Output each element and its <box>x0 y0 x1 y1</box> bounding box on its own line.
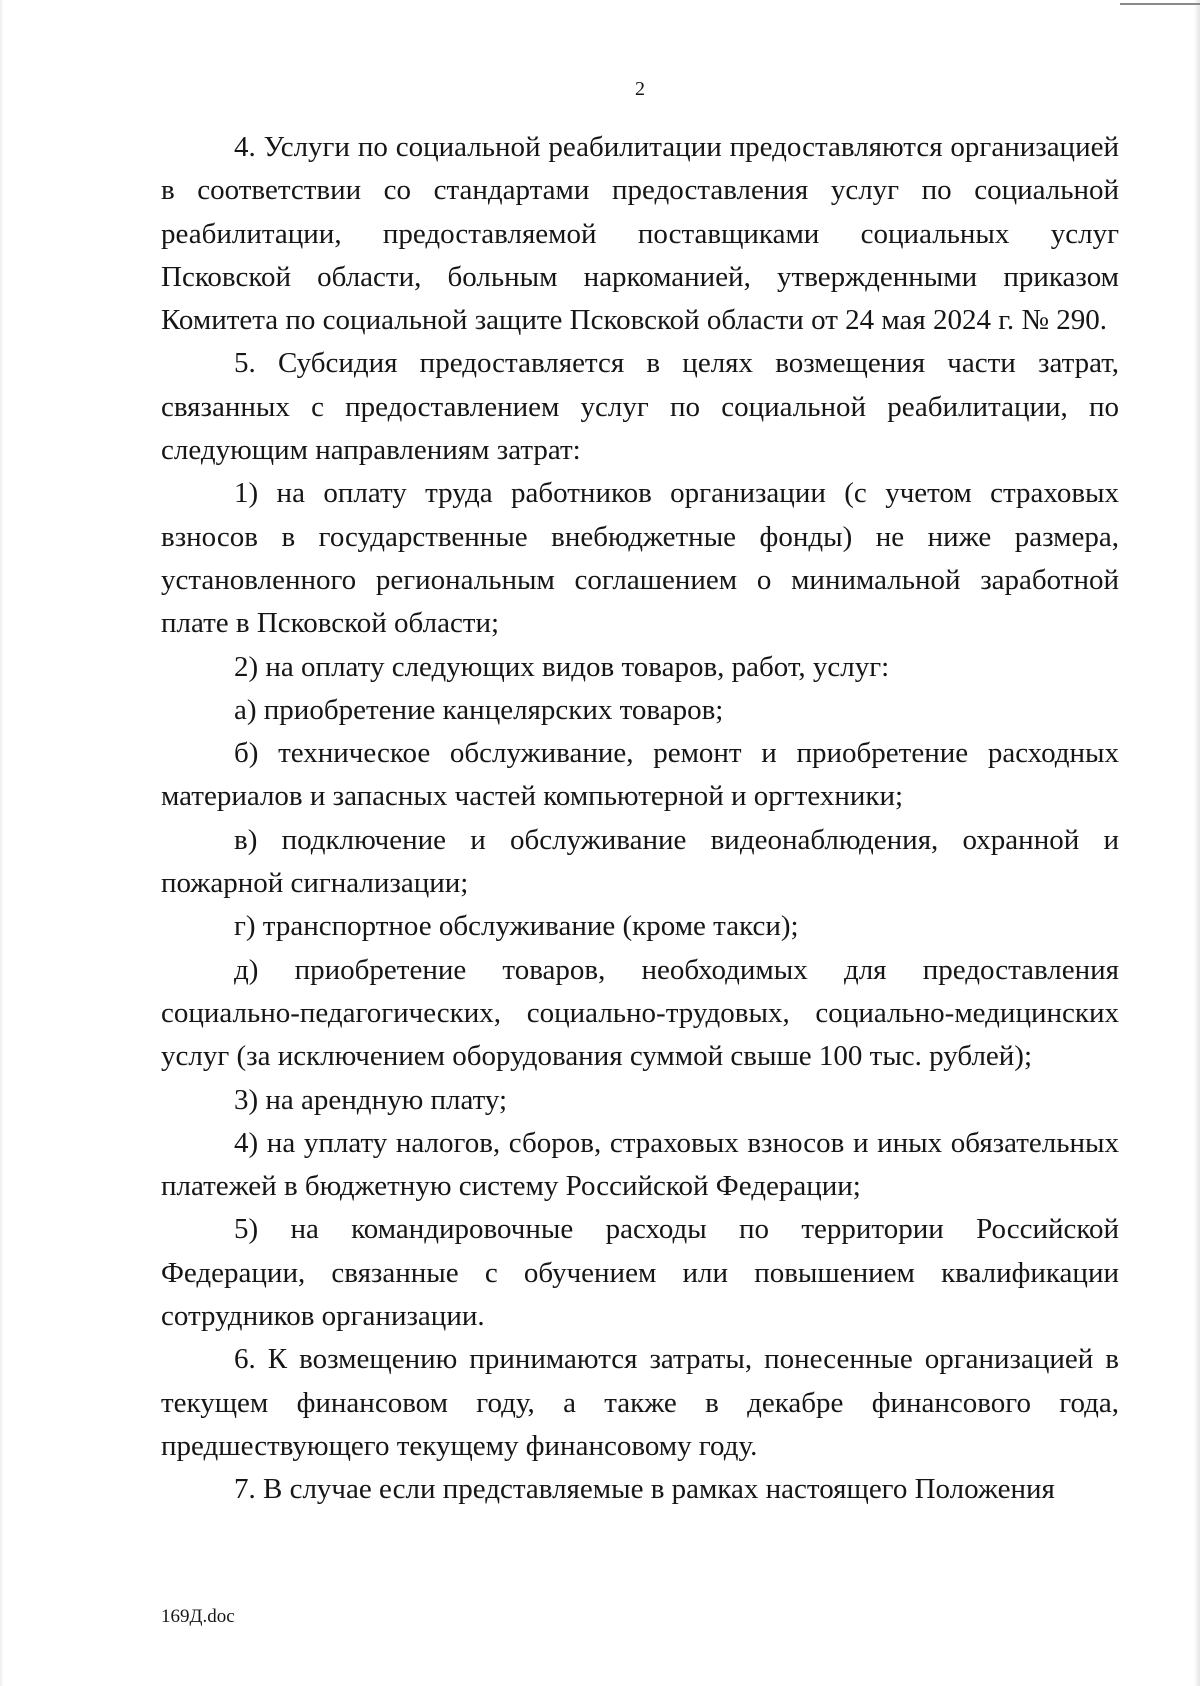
subitem-d-goods-purchase: д) приобретение товаров, необходимых для предоставления социально-педагогических, социально-трудовых, социально-медицинских услуг (за исключением оборудования суммой свыше 100 тыс. рублей); <box>161 953 1119 1073</box>
scan-edge-right <box>1194 0 1200 1686</box>
subitem-v-security: в) подключение и обслуживание видеонаблюдения, охранной и пожарной сигнализации; <box>161 823 1119 900</box>
paragraph-7-start: 7. В случае если представляемые в рамках настоящего Положения <box>234 1473 1055 1506</box>
item-2-goods-works-services: 2) на оплату следующих видов товаров, работ, услуг: <box>234 650 890 683</box>
subitem-b-maintenance: б) техническое обслуживание, ремонт и приобретение расходных материалов и запасных частей компьютерной и оргтехники; <box>161 737 1119 813</box>
paragraph-4-services: 4. Услуги по социальной реабилитации предоставляются организацией в соответствии со стандартами предоставления услуг по социальной реабилитации, предоставляемой поставщиками социальных услуг Псковской области, больным наркоманией, утвержденными приказом Комитета по социальной защите Псковской области от 24 мая 2024 г. № 290. <box>161 131 1119 337</box>
item-3-rent: 3) на арендную плату; <box>234 1083 508 1116</box>
item-1-labor-payment: 1) на оплату труда работников организации (с учетом страховых взносов в государственные внебюджетные фонды) не ниже размера, установленного региональным соглашением о минимальной заработной плате в Псковской области; <box>161 477 1119 640</box>
item-4-taxes: 4) на уплату налогов, сборов, страховых взносов и иных обязательных платежей в бюджетную систему Российской Федерации; <box>161 1126 1119 1203</box>
page-number: 2 <box>635 78 645 100</box>
scan-top-line <box>1120 3 1200 5</box>
footer-filename: 169Д.doc <box>161 1606 235 1627</box>
subitem-a-stationery: а) приобретение канцелярских товаров; <box>234 693 724 726</box>
paragraph-5-subsidy: 5. Субсидия предоставляется в целях возмещения части затрат, связанных с предоставлением услуг по социальной реабилитации, по следующим направлениям затрат: <box>161 347 1119 467</box>
subitem-g-transport: г) транспортное обслуживание (кроме такси); <box>234 910 799 943</box>
scan-edge-left <box>0 0 4 1686</box>
document-body <box>161 126 1119 1512</box>
paragraph-6-reimbursement: 6. К возмещению принимаются затраты, понесенные организацией в текущем финансовом году, а также в декабре финансового года, предшествующего текущему финансовому году. <box>161 1343 1119 1462</box>
item-5-travel-expenses: 5) на командировочные расходы по территории Российской Федерации, связанные с обучением или повышением квалификации сотрудников организации. <box>161 1213 1119 1333</box>
